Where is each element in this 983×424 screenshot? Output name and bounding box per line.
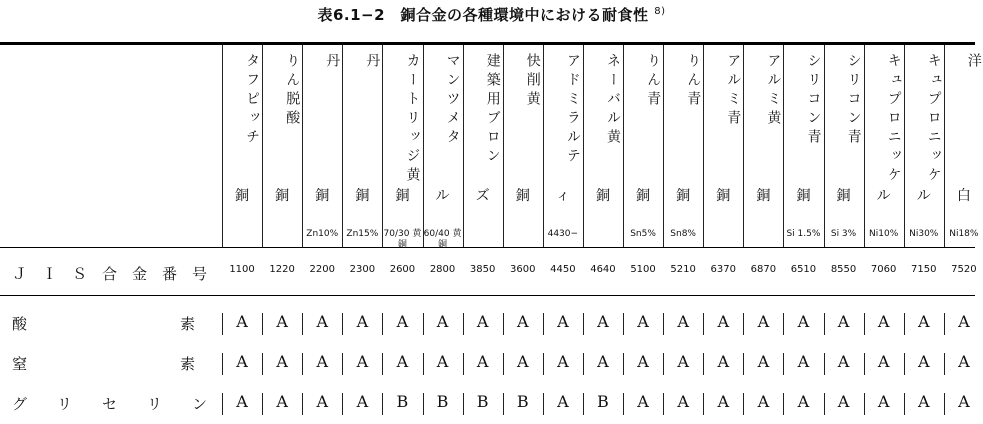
jis-number: 3600: [510, 264, 536, 275]
alloy-name-upper: アルミ黄: [765, 53, 782, 129]
cell-divider: [302, 313, 303, 335]
cell-divider: [783, 313, 784, 335]
alloy-column: [423, 45, 463, 424]
rating-cell: A: [476, 312, 489, 331]
rating-cell: A: [316, 352, 329, 371]
cell-divider: [302, 393, 303, 415]
alloy-column: [583, 45, 623, 424]
cell-divider: [222, 353, 223, 375]
rating-cell: A: [356, 312, 369, 331]
alloy-name: [503, 53, 543, 110]
rating-cell: A: [597, 352, 609, 371]
alloy-name: [904, 53, 944, 186]
rating-cell: A: [958, 352, 970, 371]
cell-divider: [743, 353, 744, 375]
rating-cell: A: [276, 352, 288, 371]
alloy-name: [583, 53, 623, 148]
cell-divider: [342, 313, 343, 335]
rating-cell: A: [236, 312, 248, 331]
alloy-spec: Si 3%: [830, 229, 857, 239]
cell-divider: [703, 393, 704, 415]
alloy-column: [703, 45, 743, 424]
alloy-name-upper: キュプロニッケ: [925, 53, 942, 186]
rating-cell: A: [877, 352, 890, 371]
cell-divider: [302, 353, 303, 375]
cell-divider: [262, 353, 263, 375]
alloy-name: [864, 53, 904, 186]
alloy-spec: 4430−: [547, 229, 579, 239]
alloy-name: [423, 53, 463, 148]
rating-cell: A: [677, 352, 689, 371]
alloy-name-upper: りん青: [685, 53, 702, 110]
jis-number: 1100: [229, 264, 255, 275]
rating-cell: A: [316, 392, 329, 411]
alloy-name-upper: シリコン青: [845, 53, 862, 148]
cell-divider: [423, 313, 424, 335]
rating-cell: A: [637, 352, 649, 371]
alloy-name: [824, 53, 864, 148]
alloy-name-upper: 快削黄: [524, 53, 541, 110]
cell-divider: [262, 313, 263, 335]
alloy-name: [944, 53, 983, 72]
rating-cell: A: [797, 312, 810, 331]
jis-number: 1220: [269, 264, 295, 275]
rating-cell: A: [436, 352, 449, 371]
alloy-spec: Ni30%: [909, 229, 939, 239]
column-divider: [342, 45, 343, 247]
rating-cell: A: [396, 312, 409, 331]
rating-cell: A: [958, 392, 970, 411]
rating-cell: A: [677, 392, 689, 411]
alloy-spec: Sn8%: [670, 229, 696, 239]
alloy-name-upper: アルミ青: [725, 53, 742, 129]
row-label: 酸: [12, 315, 28, 333]
cell-divider: [342, 393, 343, 415]
rating-cell: A: [236, 392, 248, 411]
jis-number: 2200: [309, 264, 335, 275]
alloy-name-last: ィ: [555, 188, 570, 204]
cell-divider: [663, 353, 664, 375]
alloy-column: [262, 45, 302, 424]
alloy-column: [743, 45, 783, 424]
jis-number: 6870: [750, 264, 777, 275]
cell-divider: [783, 353, 784, 375]
rating-cell: A: [837, 352, 850, 371]
cell-divider: [543, 313, 544, 335]
alloy-column: [503, 45, 543, 424]
alloy-name: [543, 53, 583, 167]
rating-cell: B: [396, 392, 409, 411]
cell-divider: [944, 393, 945, 415]
column-divider: [302, 45, 303, 247]
cell-divider: [904, 313, 905, 335]
cell-divider: [663, 393, 664, 415]
alloy-name: [703, 53, 743, 129]
jis-number: 7520: [951, 264, 977, 275]
jis-number: 3850: [469, 264, 496, 275]
jis-number: 7150: [911, 264, 937, 275]
rating-cell: B: [597, 392, 609, 411]
alloy-name-last: ル: [916, 188, 931, 204]
rating-cell: A: [837, 392, 850, 411]
rating-cell: A: [677, 312, 689, 331]
rating-cell: A: [797, 392, 810, 411]
alloy-spec: Ni10%: [869, 229, 899, 239]
alloy-name-upper: キュプロニッケ: [885, 53, 902, 186]
alloy-column: [222, 45, 262, 424]
rating-cell: A: [917, 312, 930, 331]
jis-number: 8550: [830, 264, 857, 275]
alloy-name: [783, 53, 823, 148]
rating-cell: A: [557, 352, 569, 371]
rating-cell: A: [276, 392, 288, 411]
rating-cell: A: [557, 392, 569, 411]
cell-divider: [583, 393, 584, 415]
table-title: [0, 4, 983, 25]
rating-cell: B: [436, 392, 449, 411]
alloy-name-upper: 丹: [364, 53, 381, 72]
alloy-name-upper: 建築用ブロン: [484, 53, 501, 167]
cell-divider: [543, 393, 544, 415]
alloy-name-upper: りん脱酸: [284, 53, 301, 129]
alloy-name-upper: ネーバル黄: [604, 53, 621, 148]
alloy-name-last: 銅: [756, 188, 771, 204]
rating-cell: A: [356, 352, 369, 371]
cell-divider: [342, 353, 343, 375]
cell-divider: [703, 313, 704, 335]
rating-cell: A: [637, 312, 649, 331]
alloy-name-last: 銅: [315, 188, 330, 204]
rating-cell: A: [717, 352, 730, 371]
cell-divider: [382, 313, 383, 335]
cell-divider: [663, 313, 664, 335]
cell-divider: [463, 393, 464, 415]
cell-divider: [623, 313, 624, 335]
cell-divider: [944, 313, 945, 335]
alloy-name-last: 銅: [716, 188, 731, 204]
alloy-column: [904, 45, 944, 424]
cell-divider: [503, 393, 504, 415]
rating-cell: A: [837, 312, 850, 331]
alloy-name-upper: タフピッチ: [244, 53, 261, 148]
cell-divider: [824, 353, 825, 375]
alloy-name-last: 白: [956, 188, 971, 204]
alloy-name: [342, 53, 382, 72]
alloy-spec: 60/40 黄 銅: [423, 229, 462, 250]
rating-cell: A: [476, 352, 489, 371]
alloy-column: [382, 45, 422, 424]
alloy-spec: Zn15%: [346, 229, 379, 239]
alloy-name: [262, 53, 302, 129]
alloy-name-last: 銅: [676, 188, 691, 204]
rating-cell: A: [316, 312, 329, 331]
alloy-name-upper: カートリッジ黄: [404, 53, 421, 186]
cell-divider: [382, 393, 383, 415]
alloy-name: [663, 53, 703, 110]
rating-cell: A: [797, 352, 810, 371]
cell-divider: [824, 313, 825, 335]
rating-cell: A: [958, 312, 970, 331]
alloy-column: [663, 45, 703, 424]
cell-divider: [423, 393, 424, 415]
footnote-ref: 8): [654, 6, 666, 17]
alloy-column: [783, 45, 823, 424]
alloy-name-upper: りん青: [645, 53, 662, 110]
alloy-name-last: 銅: [395, 188, 410, 204]
rating-cell: A: [717, 312, 730, 331]
cell-divider: [382, 353, 383, 375]
alloy-name-last: 銅: [275, 188, 290, 204]
rating-cell: A: [516, 352, 529, 371]
alloy-spec: Sn5%: [630, 229, 656, 239]
alloy-column: [944, 45, 983, 424]
row-label-end: 素: [180, 315, 196, 333]
jis-number: 2800: [429, 264, 456, 275]
alloy-spec: Si 1.5%: [786, 229, 821, 239]
rating-cell: A: [917, 352, 930, 371]
alloy-name-upper: シリコン青: [805, 53, 822, 148]
rating-cell: A: [877, 392, 890, 411]
rating-cell: A: [757, 352, 770, 371]
rating-cell: A: [356, 392, 369, 411]
rating-cell: A: [516, 312, 529, 331]
alloy-name-last: ル: [876, 188, 891, 204]
cell-divider: [864, 393, 865, 415]
alloy-name-upper: マンツメタ: [444, 53, 461, 148]
alloy-name: [743, 53, 783, 129]
rating-cell: B: [476, 392, 489, 411]
cell-divider: [222, 313, 223, 335]
row-label: 窒: [12, 355, 28, 373]
cell-divider: [743, 313, 744, 335]
alloy-name-upper: 洋: [965, 53, 982, 72]
cell-divider: [543, 353, 544, 375]
cell-divider: [623, 353, 624, 375]
alloy-column: [302, 45, 342, 424]
cell-divider: [743, 393, 744, 415]
cell-divider: [423, 353, 424, 375]
cell-divider: [904, 353, 905, 375]
jis-label: Ｊ Ｉ Ｓ 合 金 番 号: [12, 265, 208, 283]
alloy-name-last: 銅: [235, 188, 250, 204]
alloy-name-last: 銅: [515, 188, 530, 204]
jis-number: 4450: [550, 264, 576, 275]
rating-cell: A: [877, 312, 890, 331]
table-title-text: 表6.1−2 銅合金の各種環境中における耐食性: [317, 6, 649, 24]
alloy-column: [864, 45, 904, 424]
alloy-name-last: 銅: [355, 188, 370, 204]
cell-divider: [463, 313, 464, 335]
alloy-name: [463, 53, 503, 167]
jis-number: 2300: [349, 264, 376, 275]
alloy-column: [623, 45, 663, 424]
rating-cell: A: [917, 392, 930, 411]
cell-divider: [583, 313, 584, 335]
alloy-spec: Ni18%: [949, 229, 979, 239]
alloy-name-last: 銅: [595, 188, 610, 204]
jis-number: 4640: [590, 264, 616, 275]
alloy-name: [222, 53, 262, 148]
corrosion-table: [0, 45, 982, 424]
jis-number: 6510: [790, 264, 817, 275]
column-divider: [944, 45, 945, 247]
jis-number: 2600: [389, 264, 416, 275]
rating-cell: A: [396, 352, 409, 371]
alloy-name: [302, 53, 342, 72]
alloy-name-last: 銅: [796, 188, 811, 204]
alloy-name-last: 銅: [836, 188, 851, 204]
cell-divider: [583, 353, 584, 375]
rating-cell: A: [236, 352, 248, 371]
alloy-name-upper: アドミラルテ: [564, 53, 581, 167]
rating-cell: A: [597, 312, 609, 331]
cell-divider: [864, 313, 865, 335]
rating-cell: A: [757, 312, 770, 331]
rating-cell: A: [717, 392, 730, 411]
cell-divider: [944, 353, 945, 375]
alloy-column: [824, 45, 864, 424]
alloy-spec: Zn10%: [306, 229, 339, 239]
cell-divider: [783, 393, 784, 415]
jis-number: 6370: [710, 264, 736, 275]
rating-cell: A: [557, 312, 569, 331]
cell-divider: [703, 353, 704, 375]
alloy-name-upper: 丹: [324, 53, 341, 72]
rating-cell: B: [516, 392, 529, 411]
cell-divider: [824, 393, 825, 415]
jis-number: 5100: [630, 264, 656, 275]
cell-divider: [463, 353, 464, 375]
jis-number: 5210: [670, 264, 696, 275]
alloy-name-last: ズ: [475, 188, 490, 204]
row-label-end: 素: [180, 355, 196, 373]
cell-divider: [262, 393, 263, 415]
rating-cell: A: [757, 392, 770, 411]
cell-divider: [503, 353, 504, 375]
cell-divider: [864, 353, 865, 375]
cell-divider: [904, 393, 905, 415]
rating-cell: A: [276, 312, 288, 331]
jis-number: 7060: [870, 264, 897, 275]
alloy-name: [623, 53, 663, 110]
alloy-name-last: ル: [435, 188, 450, 204]
alloy-name-last: 銅: [636, 188, 651, 204]
alloy-column: [543, 45, 583, 424]
cell-divider: [503, 313, 504, 335]
cell-divider: [222, 393, 223, 415]
alloy-name: [382, 53, 422, 186]
rating-cell: A: [637, 392, 649, 411]
alloy-column: [342, 45, 382, 424]
rating-cell: A: [436, 312, 449, 331]
alloy-spec: 70/30 黄 銅: [383, 229, 422, 250]
alloy-column: [463, 45, 503, 424]
cell-divider: [623, 393, 624, 415]
row-label: グ リ セ リ ン: [12, 395, 208, 413]
